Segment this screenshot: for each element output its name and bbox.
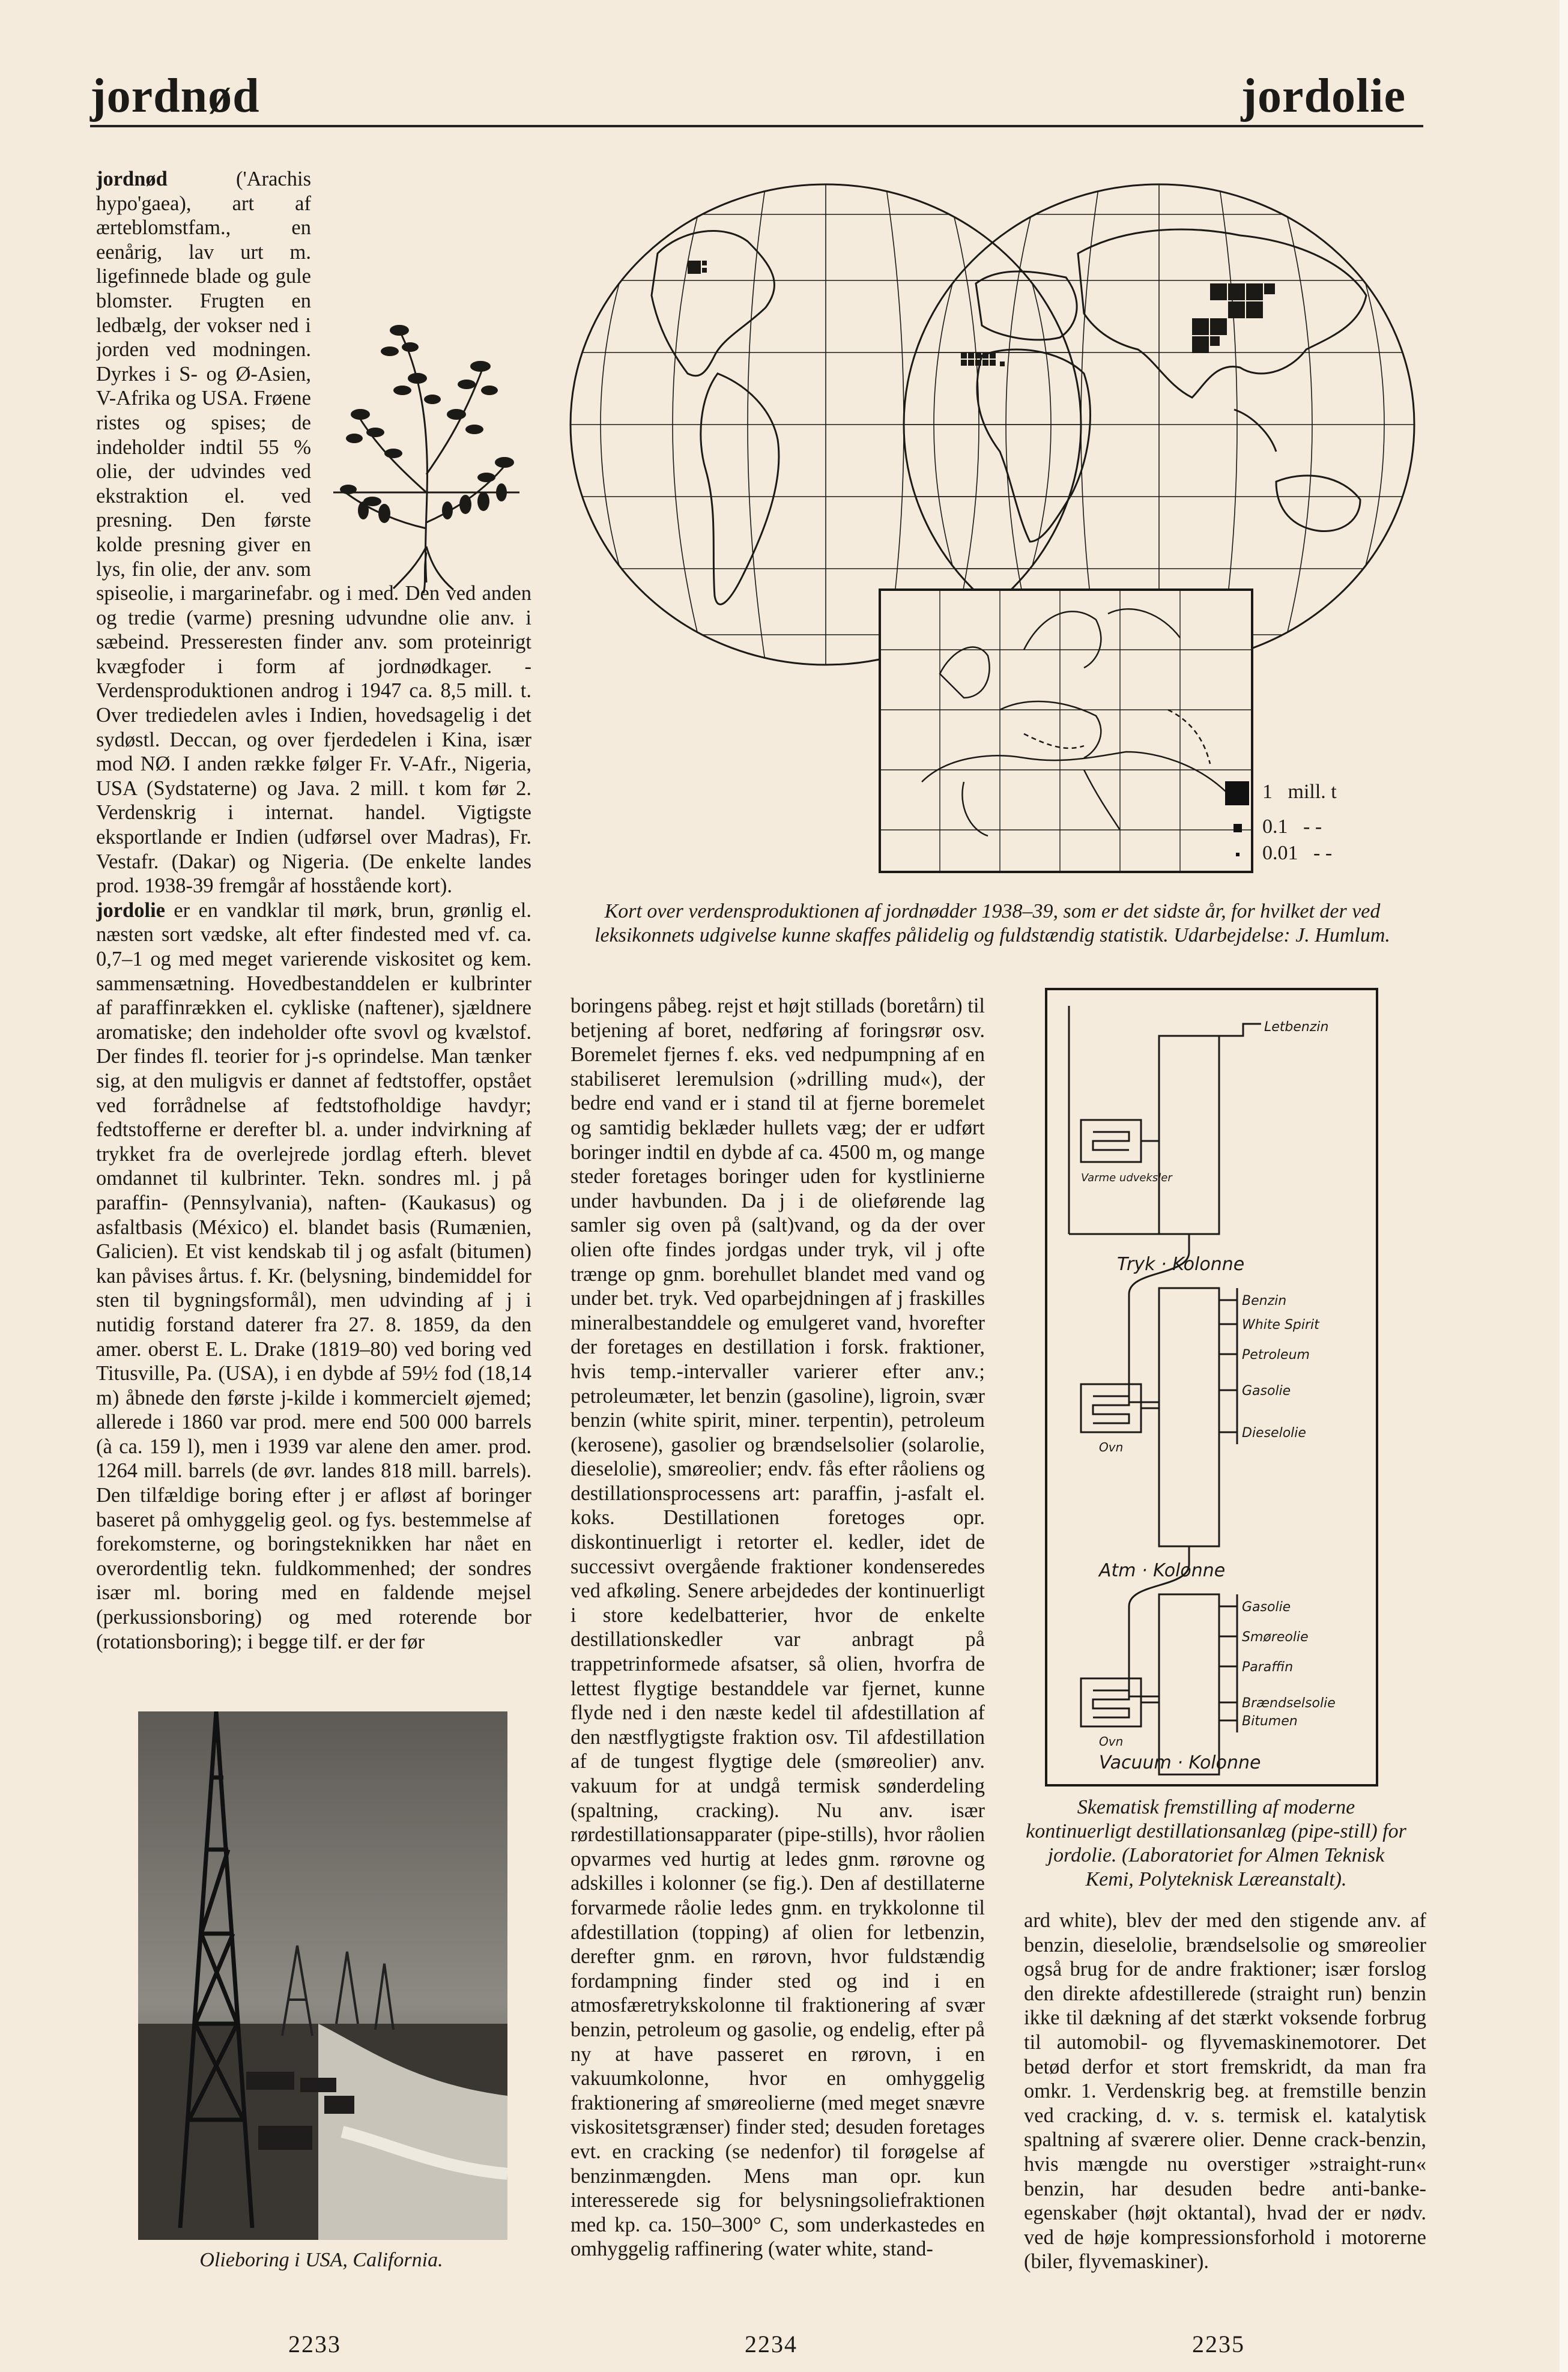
product-white-spirit: White Spirit bbox=[1242, 1318, 1319, 1333]
legend-value-1: 1 bbox=[1262, 781, 1273, 803]
legend-unit-1: mill. t bbox=[1288, 781, 1337, 803]
column-label-atmospheric: Atm · Kolonne bbox=[1099, 1560, 1226, 1581]
column-label-vacuum: Vacuum · Kolonne bbox=[1099, 1752, 1261, 1773]
page-number-1: 2233 bbox=[288, 2331, 341, 2358]
peanut-plant-illustration bbox=[327, 294, 525, 595]
running-head-left: jordnød bbox=[90, 70, 260, 123]
product-bitumen: Bitumen bbox=[1242, 1714, 1298, 1729]
legend-value-2: 0.1 bbox=[1262, 815, 1288, 838]
entry-jordnod-text: ('Arachis hypo'gaea), art af ærteblomstfam., en eenårig, lav urt m. ligefinnede blade og gule blomster. Frugten en ledbælg, der vokser ned i jorden ved modningen. Dyrkes i S- og Ø-Asien, V-Afrika og USA. Frøene ristes og spises; de indeholder indtil 55 % olie, der udvindes ved ekstraktion el. ved presning. Den første kolde presning giver en lys, fin olie, der anv. som spiseolie, i margarinefabr. og i med. Den ved anden og tredie (varme) presning udvundne olie anv. i sæbeind. Presseresten finder anv. som proteinrigt kvægfoder i form af jordnødkager. - Verdensproduktionen androg i 1947 ca. 8,5 mill. t. Over trediedelen avles i Indien, hovedsagelig i det sydøstl. Deccan, og over fjerdedelen i Kina, især mod NØ. I anden række følger Fr. V-Afr., Nigeria, USA (Sydstaterne) og Java. 2 mill. t kom før 2. Verdenskrig i internat. handel. Vigtigste eksportlande er Indien (udførsel over Madras), Fr. Vestafr. (Dakar) og Nigeria. (De enkelte landes prod. 1938-39 fremgår af hosstående kort). bbox=[96, 168, 531, 898]
page-number-2: 2234 bbox=[745, 2331, 798, 2358]
oven-label-2: Ovn bbox=[1099, 1734, 1124, 1749]
oven-label-1: Ovn bbox=[1099, 1440, 1124, 1454]
product-smoreolie: Smøreolie bbox=[1242, 1630, 1309, 1645]
legend-row-3 bbox=[1225, 842, 1332, 865]
photo-caption: Olieboring i USA, California. bbox=[199, 2249, 443, 2271]
product-letbenzin: Letbenzin bbox=[1264, 1020, 1329, 1035]
product-braendselsolie: Brændselsolie bbox=[1242, 1696, 1336, 1711]
diagram-caption: Skematisk fremstilling af moderne kontinuerligt destillationsanlæg (pipe-still) for jordolie. (Laboratoriet for Almen Teknisk Kemi, Polyteknisk Læreanstalt). bbox=[1026, 1796, 1406, 1890]
page-number-3: 2235 bbox=[1192, 2331, 1245, 2358]
legend-swatch-small bbox=[1236, 853, 1240, 856]
legend-row-1 bbox=[1225, 781, 1337, 805]
legend-value-3: 0.01 bbox=[1262, 842, 1298, 864]
entry-jordolie-text: er en vandklar til mørk, brun, grønlig el. næsten sort vædske, alt efter findested med vf. ca. 0,7–1 og med meget varierende viskositet og kem. sammensætning. Hovedbestanddelen er kulbrinter af paraffinrækken el. cykliske (naftener), sjældnere aromatiske; den indeholder ofte svovl og kvælstof. Der findes fl. teorier for j-s oprindelse. Man tænker sig, at den muligvis er dannet af fedtstoffer, opstået ved forrådnelse af fedtstofholdige havdyr; fedtstofferne er derefter bl. a. under indvirkning af trykket fra de overlejrede jordlag efterh. blevet omdannet til kulbrinter. Tekn. sondres ml. j på paraffin- (Pennsylvania), naften- (Kaukasus) og asfaltbasis (México) el. blandet basis (Rumænien, Galicien). Et vist kendskab til j og asfalt (bitumen) kan påvises årtus. f. Kr. (belysning, bindemiddel for sten til bygningsformål), men udvinding af j i nutidig forstand daterer fra 27. 8. 1859, da den amer. oberst E. L. Drake (1819–80) ved boring ved Titusville, Pa. (USA), i en dybde af 59½ fod (18,14 m) åbnede den første j-kilde i kommercielt øjemed; allerede i 1860 var prod. mere end 500 000 barrels (à ca. 159 l), men i 1939 var alene den amer. prod. 1264 mill. barrels (de øvr. landes 818 mill. barrels). Den tilfældige boring efter j er afløst af boringer baseret på omhyggelig geol. og fys. bestemmelse af forekomsterne, og boringsteknikken har nået en overordentlig tekn. fuldkommenhed; der sondres især ml. boring med en faldende mejsel (perkussionsboring) og med roterende bor (rotationsboring); i begge tilf. er der før bbox=[96, 898, 531, 1653]
legend-swatch-large bbox=[1225, 781, 1249, 805]
heat-exchanger-label: Varme udveksler bbox=[1081, 1172, 1172, 1184]
entry-jordolie bbox=[96, 898, 531, 1654]
legend-row-2 bbox=[1225, 815, 1322, 838]
product-gasolie-1: Gasolie bbox=[1242, 1384, 1291, 1399]
legend-unit-3: - - bbox=[1313, 842, 1333, 864]
header-rule bbox=[90, 125, 1423, 127]
product-benzin: Benzin bbox=[1242, 1293, 1287, 1309]
legend-swatch-medium bbox=[1234, 824, 1242, 832]
column-label-pressure: Tryk · Kolonne bbox=[1117, 1254, 1245, 1275]
col3-paragraph: ard white), blev der med den stigende anv. af benzin, dieselolie, brændselsolie og smøreolier også brug for de andre fraktioner; især forslog den direkte afdestillerede (straight run) benzin ikke til dækning af det stærkt voksende forbrug til automobil- og flyvemaskinemotorer. Det betød derfor et stort fremskridt, da man fra omkr. 1. Verdenskrig beg. at fremstille benzin ved cracking, d. v. s. termisk el. katalytisk spaltning af sværere olier. Denne crack-benzin, hvis mængde nu overstiger »straight-run« benzin, har desuden bedre anti-banke-egenskaber (højt oktantal), hvad der er nødv. ved de høje kompressionsforhold i motorerne (biler, flyvemaskiner). bbox=[1024, 1909, 1426, 2274]
oil-drilling-photo bbox=[138, 1711, 507, 2240]
text-column-3 bbox=[1024, 1908, 1426, 2299]
text-column-2 bbox=[571, 994, 985, 2300]
product-dieselolie: Dieselolie bbox=[1242, 1426, 1306, 1441]
running-head-right: jordolie bbox=[1241, 70, 1406, 123]
headword-jordnod: jordnød bbox=[96, 168, 168, 190]
product-petroleum: Petroleum bbox=[1242, 1348, 1310, 1363]
product-gasolie-2: Gasolie bbox=[1242, 1600, 1291, 1615]
map-caption: Kort over verdensproduktionen af jordnødder 1938–39, som er det sidste år, for hvilket der ved leksikonnets udgivelse kunne skaffes pålidelig og fuldstændig statistik. Udarbejdelse: J. Humlum. bbox=[595, 900, 1390, 946]
legend-unit-2: - - bbox=[1303, 815, 1322, 838]
distillation-diagram bbox=[1045, 988, 1378, 1787]
col2-paragraph: boringens påbeg. rejst et højt stillads (boretårn) til betjening af boret, nedføring af foringsrør osv. Boremelet fjernes f. eks. ved nedpumpning af en stabiliseret leremulsion (»drilling mud«), der bedre end vand er i stand til at fjerne boremelet og samtidig beklæder hullets væg; der er udført boringer indtil en dybde af ca. 4500 m, og mange steder foretages boringer uden for kystlinierne under havbunden. Da j i de olieførende lag samler sig oven på (salt)vand, og da der over olien ofte findes jordgas under tryk, vil j ofte trænge op gnm. borehullet blandet med vand og under bet. tryk. Ved oparbejdningen af j fraskilles mineralbestanddele og emulgeret vand, hvorefter der foretages en destillation i forsk. fraktioner, hvis temp.-intervaller varierer efter anv.; petroleumæter, let benzin (gasoline), ligroin, svær benzin (white spirit, miner. terpentin), petroleum (kerosene), gasolier og brændselsolier (solarolie, dieselolie), smøreolier; endv. fås efter råoliens og destillationsprocessens art: paraffin, j-asfalt el. koks. Destillationen foretoges opr. diskontinuerligt i retorter el. kedler, idet de successivt overgående fraktioner kondenseredes ved afkøling. Senere arbejdedes der kontinuerligt i store kedelbatterier, hvor de enkelte destillationskedler var anbragt på trappetrinformede afsatser, så olien, hvorfra de lettest flygtige bestanddele var fjernet, kunne flyde ned i den næste kedel til afdestillation af den næstflygtigste fraktion osv. Til afdestillation af de tungest flygtige dele (smøreolier) anv. vakuum for at undgå termisk sønderdeling (spaltning, cracking). Nu anv. især rørdestillationsapparater (pipe-stills), hvor råolien opvarmes ved hurtig at ledes gnm. rørovne og adskilles i kolonner (se fig.). Den af destillaterne forvarmede råolie ledes gnm. en trykkolonne til afdestillation (topping) af olien for letbenzin, derefter gnm. en rørovn, hvor fuldstændig fordampning finder sted og ind i en atmosfæretrykskolonne til fraktionering af svær benzin, petroleum og gasolie, og endelig, efter på ny at have passeret en rørovn, i en vakuumkolonne, hvor en omhyggelig fraktionering af smøreolierne (med meget snævre viskositetsgrænser) finder sted; desuden foretages evt. en cracking (se nedenfor) til forøgelse af benzinmængden. Mens man opr. kun interesserede sig for belysningsoliefraktionen med kp. ca. 150–300° C, som underkastedes en omhyggelig raffinering (water white, stand- bbox=[571, 994, 985, 2261]
product-paraffin: Paraffin bbox=[1242, 1660, 1294, 1675]
headword-jordolie: jordolie bbox=[96, 898, 165, 922]
